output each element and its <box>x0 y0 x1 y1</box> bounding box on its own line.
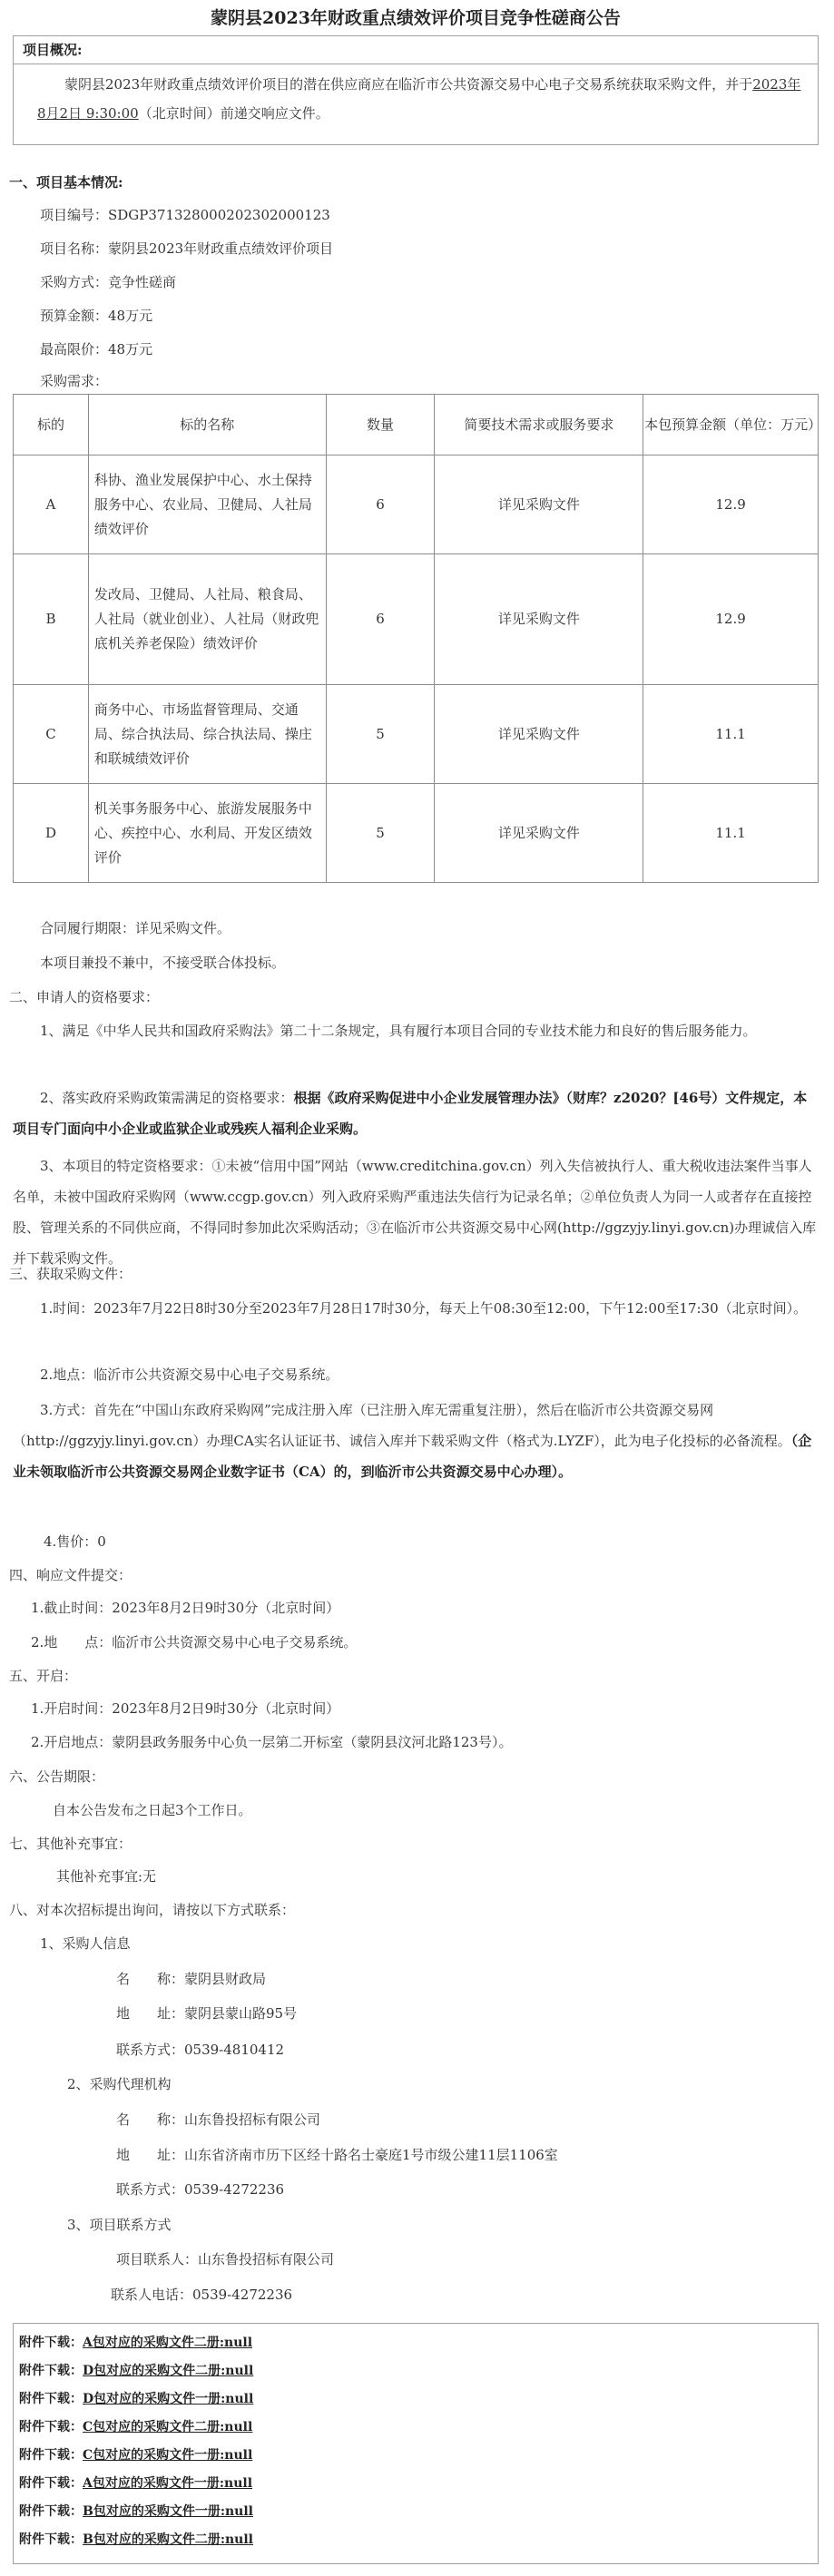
qualification-2 <box>13 1082 819 1144</box>
project-name: 项目名称：蒙阴县2023年财政重点绩效评价项目 <box>40 240 334 257</box>
attachment-row <box>14 2414 818 2442</box>
buyer-phone: 联系方式：0539-4810412 <box>116 2042 285 2058</box>
attachment-row <box>14 2470 818 2498</box>
overview-box <box>13 35 819 145</box>
agency-title: 2、采购代理机构 <box>67 2076 172 2092</box>
table-header-row <box>14 395 819 455</box>
contact-phone: 联系人电话：0539-4272236 <box>111 2287 293 2303</box>
row-quantity: 5 <box>326 685 435 784</box>
consortium-note: 本项目兼投不兼中，不接受联合体投标。 <box>40 955 286 971</box>
agency-address: 地 址：山东省济南市历下区经十路名士豪庭1号市级公建11层1106室 <box>116 2147 558 2163</box>
section-6-heading: 六、公告期限： <box>9 1768 105 1785</box>
attachment-row <box>14 2329 818 2357</box>
attachment-label: 附件下载： <box>19 2336 83 2350</box>
row-requirements: 详见采购文件 <box>435 455 643 554</box>
row-item-name: 商务中心、市场监督管理局、交通局、综合执法局、综合执法局、操庄和联城绩效评价 <box>88 685 326 784</box>
budget-amount: 预算金额：48万元 <box>40 308 153 324</box>
row-requirements: 详见采购文件 <box>435 685 643 784</box>
obtain-method-note: （企业未领取临沂市公共资源交易网企业数字证书（CA）的，到临沂市公共资源交易中心办理）。 <box>13 1433 812 1480</box>
obtain-place: 2.地点：临沂市公共资源交易中心电子交易系统。 <box>40 1366 339 1383</box>
row-item-name: 发改局、卫健局、人社局、粮食局、人社局（就业创业）、人社局（财政兜底机关养老保险）绩效评价 <box>88 554 326 685</box>
attachment-label: 附件下载： <box>19 2532 83 2547</box>
section-3-heading: 三、获取采购文件： <box>9 1266 132 1282</box>
table-row <box>14 685 819 784</box>
obtain-method <box>13 1395 819 1487</box>
table-row <box>14 554 819 685</box>
overview-text <box>14 64 818 128</box>
max-price: 最高限价：48万元 <box>40 341 153 358</box>
attachment-link[interactable]: C包对应的采购文件一册:null <box>83 2448 253 2463</box>
opening-time: 1.开启时间：2023年8月2日9时30分（北京时间） <box>31 1700 340 1717</box>
attachment-row <box>14 2357 818 2385</box>
section-5-heading: 五、开启： <box>9 1668 78 1684</box>
overview-text-a: 蒙阴县2023年财政重点绩效评价项目的潜在供应商应在临沂市公共资源交易中心电子交易系统获取采购文件，并于 <box>64 76 753 93</box>
attachment-row <box>14 2385 818 2414</box>
attachment-link[interactable]: D包对应的采购文件一册:null <box>83 2392 254 2406</box>
qualification-1: 1、满足《中华人民共和国政府采购法》第二十二条规定，具有履行本项目合同的专业技术能力和良好的售后服务能力。 <box>40 1023 757 1039</box>
buyer-title: 1、采购人信息 <box>40 1935 131 1952</box>
attachment-label: 附件下载： <box>19 2392 83 2406</box>
row-budget: 11.1 <box>643 784 819 883</box>
section-2-heading: 二、申请人的资格要求： <box>9 989 160 1005</box>
header-requirements: 简要技术需求或服务要求 <box>435 395 643 455</box>
overview-deadline: 2023年8月2日 9:30:00 <box>37 76 801 122</box>
qualification-2-lead: 2、落实政府采购政策需满足的资格要求： <box>40 1090 294 1106</box>
items-table <box>13 394 822 883</box>
agency-name: 名 称：山东鲁投招标有限公司 <box>116 2111 321 2128</box>
row-quantity: 6 <box>326 455 435 554</box>
buyer-name: 名 称：蒙阴县财政局 <box>116 1971 267 1987</box>
attachment-label: 附件下载： <box>19 2420 83 2434</box>
contact-person: 项目联系人：山东鲁投招标有限公司 <box>116 2251 335 2267</box>
submit-deadline: 1.截止时间：2023年8月2日9时30分（北京时间） <box>31 1600 340 1616</box>
row-requirements: 详见采购文件 <box>435 554 643 685</box>
overview-text-b: （北京时间）前递交响应文件。 <box>138 105 329 122</box>
attachment-row <box>14 2442 818 2470</box>
table-row <box>14 455 819 554</box>
contract-period: 合同履行期限：详见采购文件。 <box>40 920 231 936</box>
row-item-id: C <box>14 685 89 784</box>
header-quantity: 数量 <box>326 395 435 455</box>
page-title: 蒙阴县2023年财政重点绩效评价项目竞争性磋商公告 <box>211 8 621 28</box>
header-budget: 本包预算金额（单位：万元） <box>643 395 819 455</box>
row-budget: 12.9 <box>643 455 819 554</box>
attachment-row <box>14 2498 818 2526</box>
project-number: 项目编号：SDGP371328000202302000123 <box>40 207 330 223</box>
obtain-time: 1.时间：2023年7月22日8时30分至2023年7月28日17时30分，每天上午08:30至12:00，下午12:00至17:30（北京时间）。 <box>40 1300 808 1317</box>
agency-phone: 联系方式：0539-4272236 <box>116 2181 285 2198</box>
attachment-link[interactable]: A包对应的采购文件一册:null <box>83 2476 253 2491</box>
row-quantity: 6 <box>326 554 435 685</box>
section-7-heading: 七、其他补充事宜： <box>9 1836 132 1852</box>
procurement-demand-label: 采购需求： <box>40 373 109 389</box>
attachments-box <box>13 2323 819 2564</box>
attachment-link[interactable]: B包对应的采购文件二册:null <box>83 2532 253 2547</box>
section-1-heading: 一、项目基本情况: <box>9 174 123 191</box>
overview-heading: 项目概况: <box>14 36 818 64</box>
attachment-label: 附件下载： <box>19 2448 83 2463</box>
row-quantity: 5 <box>326 784 435 883</box>
opening-place: 2.开启地点：蒙阴县政务服务中心负一层第二开标室（蒙阴县汶河北路123号）。 <box>31 1734 513 1750</box>
notice-period: 自本公告发布之日起3个工作日。 <box>53 1802 252 1818</box>
section-4-heading: 四、响应文件提交： <box>9 1567 132 1583</box>
attachment-label: 附件下载： <box>19 2504 83 2519</box>
obtain-method-text: 3.方式：首先在“中国山东政府采购网”完成注册入库（已注册入库无需重复注册），然后在临沂市公共资源交易网（http://ggzyjy.linyi.gov.cn）办理CA实名认证证书、诚信入库并下载采购文件（格式为.LYZF），此为电子化投标的必备流程。 <box>13 1402 791 1449</box>
row-item-name: 科协、渔业发展保护中心、水土保持服务中心、农业局、卫健局、人社局绩效评价 <box>88 455 326 554</box>
row-item-id: D <box>14 784 89 883</box>
row-item-id: B <box>14 554 89 685</box>
row-budget: 12.9 <box>643 554 819 685</box>
other-matters: 其他补充事宜:无 <box>56 1868 157 1885</box>
attachment-link[interactable]: D包对应的采购文件二册:null <box>83 2364 254 2378</box>
row-item-id: A <box>14 455 89 554</box>
document-price: 4.售价：0 <box>44 1533 106 1550</box>
attachment-link[interactable]: A包对应的采购文件二册:null <box>83 2336 253 2350</box>
buyer-address: 地 址：蒙阴县蒙山路95号 <box>116 2005 298 2022</box>
contact-title: 3、项目联系方式 <box>67 2217 172 2233</box>
table-row <box>14 784 819 883</box>
attachment-link[interactable]: B包对应的采购文件一册:null <box>83 2504 253 2519</box>
row-budget: 11.1 <box>643 685 819 784</box>
attachment-row <box>14 2526 818 2554</box>
section-8-heading: 八、对本次招标提出询问，请按以下方式联系： <box>9 1902 296 1918</box>
row-item-name: 机关事务服务中心、旅游发展服务中心、疾控中心、水利局、开发区绩效评价 <box>88 784 326 883</box>
submit-place: 2.地 点：临沂市公共资源交易中心电子交易系统。 <box>31 1634 358 1650</box>
qualification-3: 3、本项目的特定资格要求：①未被“信用中国”网站（www.creditchina.gov.cn）列入失信被执行人、重大税收违法案件当事人名单，未被中国政府采购网（www.ccgp.gov.cn）列入政府采购严重违法失信行为记录名单；②单位负责人为同一人或者存在直接控股、管理关系的不同供应商，不得同时参加此次采购活动；③在临沂市公共资源交易中心网(http://ggzyjy.linyi.gov.cn)办理诚信入库并下载采购文件。 <box>13 1158 817 1267</box>
row-requirements: 详见采购文件 <box>435 784 643 883</box>
attachment-label: 附件下载： <box>19 2476 83 2491</box>
procurement-method: 采购方式：竞争性磋商 <box>40 274 177 290</box>
qualification-2-policy: 根据《政府采购促进中小企业发展管理办法》（财库？z2020？[46号）文件规定，本项目专门面向中小企业或监狱企业或残疾人福利企业采购。 <box>13 1090 808 1137</box>
items-table-wrapper <box>13 394 822 883</box>
attachment-link[interactable]: C包对应的采购文件二册:null <box>83 2420 253 2434</box>
header-item-name: 标的名称 <box>88 395 326 455</box>
header-item-id: 标的 <box>14 395 89 455</box>
attachment-label: 附件下载： <box>19 2364 83 2378</box>
